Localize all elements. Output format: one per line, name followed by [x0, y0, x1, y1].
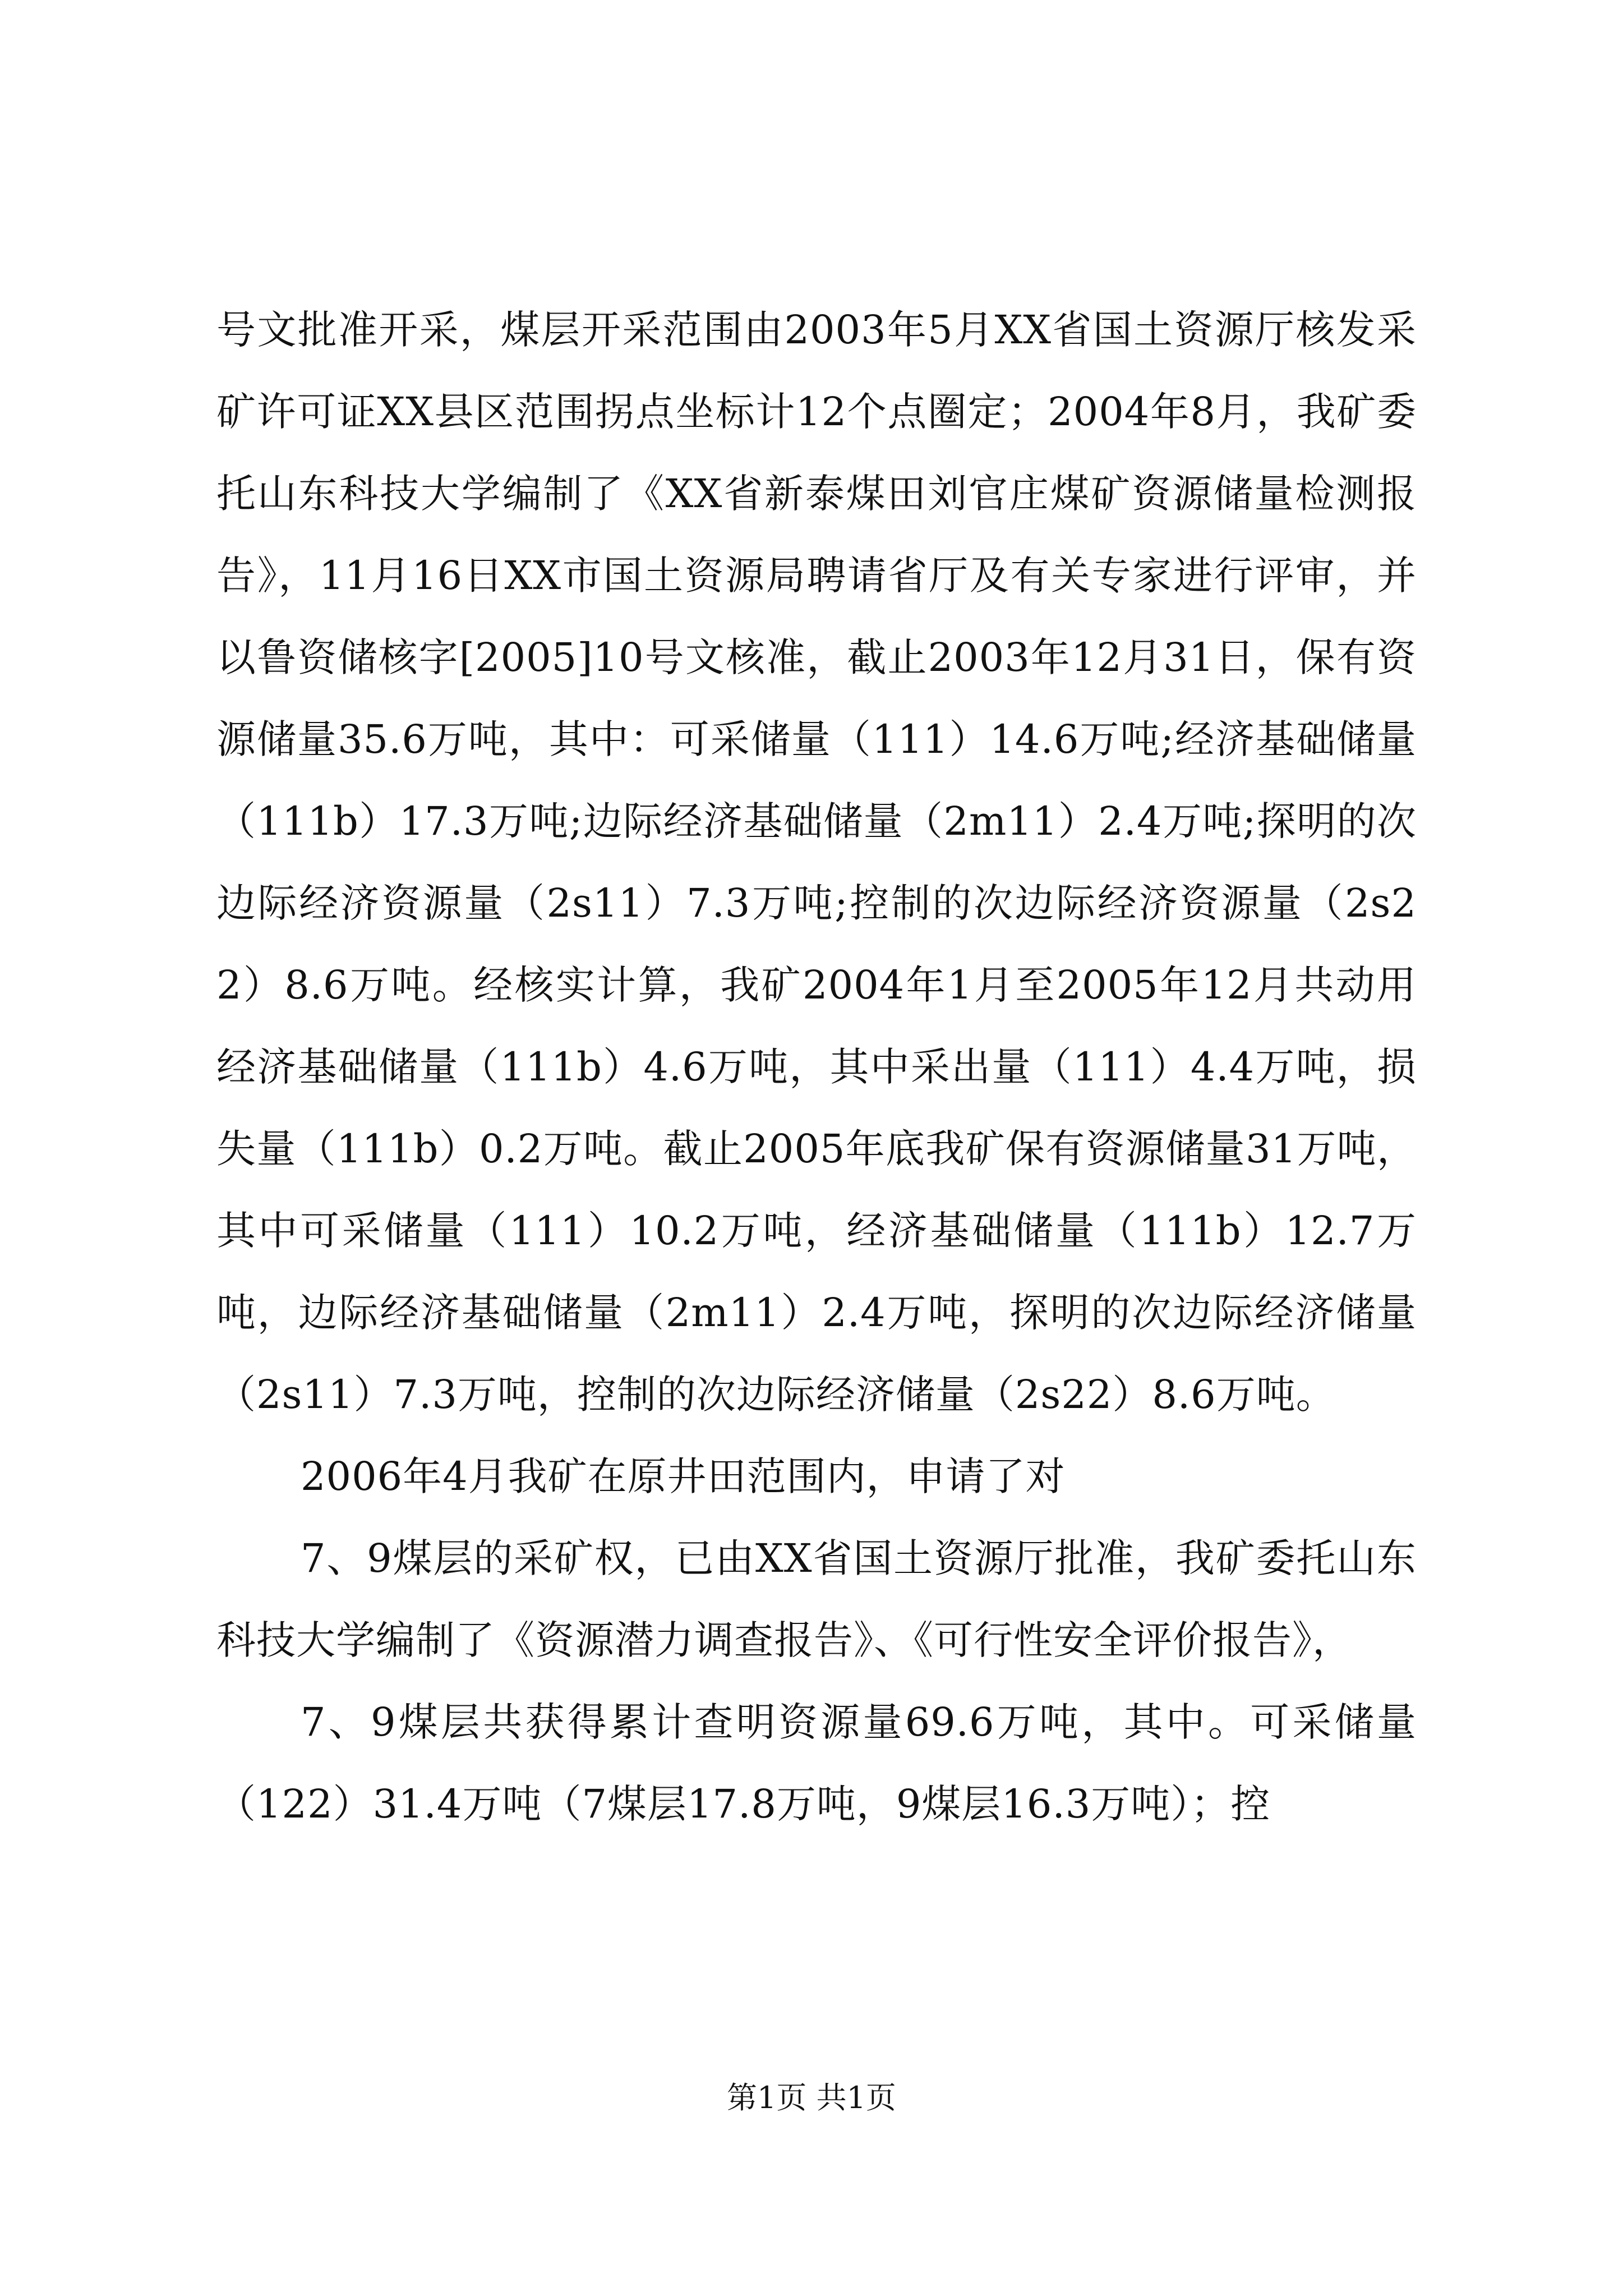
paragraph-2: 2006年4月我矿在原井田范围内，申请了对 [301, 1453, 1066, 1499]
paragraph-3: 7、9煤层的采矿权，已由XX省国土资源厅批准，我矿委托山东科技大学编制了《资源潜力调查报告》、《可行性安全评价报告》， [216, 1535, 1417, 1663]
document-body [216, 289, 1417, 1845]
paragraph-1: 号文批准开采，煤层开采范围由2003年5月XX省国土资源厅核发采矿许可证XX县区范围拐点坐标计12个点圈定；2004年8月，我矿委托山东科技大学编制了《XX省新泰煤田刘官庄煤矿资源储量检测报告》，11月16日XX市国土资源局聘请省厅及有关专家进行评审，并以鲁资储核字[2005]10号文核准，截止2003年12月31日，保有资源储量35.6万吨，其中：可采储量（111）14.6万吨;经济基础储量（111b）17.3万吨;边际经济基础储量（2m11）2.4万吨;探明的次边际经济资源量（2s11）7.3万吨;控制的次边际经济资源量（2s22）8.6万吨。经核实计算，我矿2004年1月至2005年12月共动用经济基础储量（111b）4.6万吨，其中采出量（111）4.4万吨，损失量（111b）0.2万吨。截止2005年底我矿保有资源储量31万吨，其中可采储量（111）10.2万吨，经济基础储量（111b）12.7万吨，边际经济基础储量（2m11）2.4万吨，探明的次边际经济储量（2s11）7.3万吨，控制的次边际经济储量（2s22）8.6万吨。 [216, 307, 1417, 1418]
paragraph-4: 7、9煤层共获得累计查明资源量69.6万吨，其中。可采储量（122）31.4万吨（7煤层17.8万吨，9煤层16.3万吨）；控 [216, 1699, 1417, 1827]
page-footer: 第1页 共1页 [727, 2080, 896, 2115]
